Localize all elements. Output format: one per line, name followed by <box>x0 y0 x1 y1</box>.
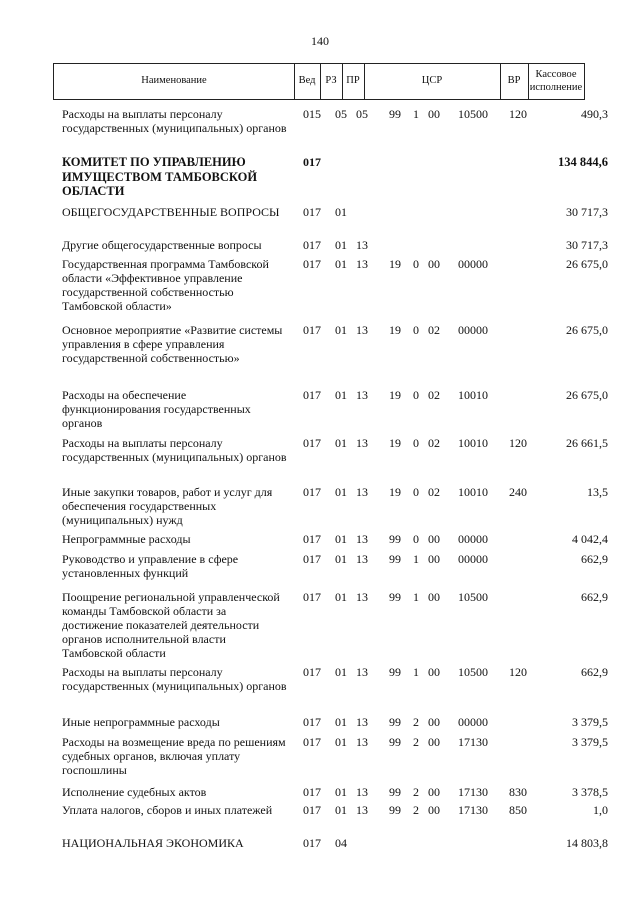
row-name: Расходы на выплаты персоналу государственных (муниципальных) органов <box>62 665 287 693</box>
row-ved: 017 <box>303 803 321 817</box>
row-name: Расходы на выплаты персоналу государственных (муниципальных) органов <box>62 436 287 464</box>
row-c3: 00 <box>428 735 440 749</box>
row-c3: 00 <box>428 785 440 799</box>
row-rz: 01 <box>335 785 347 799</box>
row-amount: 30 717,3 <box>566 238 608 252</box>
row-name: НАЦИОНАЛЬНАЯ ЭКОНОМИКА <box>62 836 244 850</box>
row-pr: 13 <box>356 257 368 271</box>
row-rz: 01 <box>335 485 347 499</box>
row-name: Исполнение судебных актов <box>62 785 207 799</box>
row-ved: 017 <box>303 735 321 749</box>
row-ved: 017 <box>303 388 321 402</box>
row-name: Основное мероприятие «Развитие системы управления в сфере управления государственной собственностью» <box>62 323 283 365</box>
row-c1: 99 <box>389 785 401 799</box>
row-amount: 1,0 <box>593 803 608 817</box>
row-ved: 017 <box>303 155 321 169</box>
row-c3: 00 <box>428 665 440 679</box>
row-amount: 490,3 <box>581 107 608 121</box>
row-c4: 17130 <box>458 803 488 817</box>
page-number: 140 <box>311 34 329 48</box>
row-c1: 99 <box>389 735 401 749</box>
row-ved: 017 <box>303 836 321 850</box>
row-pr: 13 <box>356 803 368 817</box>
row-ved: 017 <box>303 552 321 566</box>
row-amount: 26 675,0 <box>566 323 608 337</box>
row-c4: 10500 <box>458 107 488 121</box>
row-rz: 01 <box>335 715 347 729</box>
row-name: Иные закупки товаров, работ и услуг для обеспечения государственных (муниципальных) нужд <box>62 485 273 527</box>
row-c3: 00 <box>428 532 440 546</box>
row-c2: 2 <box>413 735 419 749</box>
row-c1: 99 <box>389 107 401 121</box>
row-ved: 017 <box>303 238 321 252</box>
row-name: Расходы на обеспечение функционирования государственных органов <box>62 388 251 430</box>
row-c4: 10010 <box>458 388 488 402</box>
row-rz: 01 <box>335 257 347 271</box>
row-amount: 134 844,6 <box>558 155 608 169</box>
row-pr: 13 <box>356 735 368 749</box>
row-c1: 19 <box>389 323 401 337</box>
row-pr: 13 <box>356 665 368 679</box>
row-rz: 01 <box>335 552 347 566</box>
row-ved: 017 <box>303 785 321 799</box>
row-name: Другие общегосударственные вопросы <box>62 238 262 252</box>
row-rz: 04 <box>335 836 347 850</box>
row-c3: 00 <box>428 107 440 121</box>
row-c3: 02 <box>428 323 440 337</box>
row-c3: 00 <box>428 590 440 604</box>
row-c3: 02 <box>428 436 440 450</box>
row-c2: 1 <box>413 665 419 679</box>
row-c2: 0 <box>413 257 419 271</box>
row-c3: 02 <box>428 485 440 499</box>
row-amount: 26 661,5 <box>566 436 608 450</box>
row-c2: 0 <box>413 388 419 402</box>
row-pr: 13 <box>356 323 368 337</box>
row-amount: 26 675,0 <box>566 388 608 402</box>
row-ved: 017 <box>303 205 321 219</box>
row-c4: 17130 <box>458 785 488 799</box>
row-pr: 13 <box>356 485 368 499</box>
row-c4: 17130 <box>458 735 488 749</box>
row-name: Государственная программа Тамбовской области «Эффективное управление государственной собственностью Тамбовской области» <box>62 257 269 313</box>
row-vr: 120 <box>509 665 527 679</box>
row-amount: 26 675,0 <box>566 257 608 271</box>
row-c2: 2 <box>413 715 419 729</box>
row-vr: 830 <box>509 785 527 799</box>
row-c2: 2 <box>413 803 419 817</box>
row-c3: 02 <box>428 388 440 402</box>
row-ved: 017 <box>303 485 321 499</box>
row-amount: 13,5 <box>587 485 608 499</box>
row-rz: 01 <box>335 590 347 604</box>
row-pr: 13 <box>356 715 368 729</box>
row-pr: 13 <box>356 532 368 546</box>
row-name: Непрограммные расходы <box>62 532 191 546</box>
row-c2: 0 <box>413 485 419 499</box>
row-amount: 30 717,3 <box>566 205 608 219</box>
row-c4: 00000 <box>458 323 488 337</box>
row-ved: 017 <box>303 257 321 271</box>
row-c3: 00 <box>428 552 440 566</box>
row-amount: 662,9 <box>581 590 608 604</box>
header-pr: ПР <box>346 75 360 87</box>
row-rz: 01 <box>335 735 347 749</box>
header-rz: РЗ <box>325 75 337 87</box>
header-name: Наименование <box>141 75 207 87</box>
row-rz: 01 <box>335 803 347 817</box>
row-pr: 05 <box>356 107 368 121</box>
row-c4: 00000 <box>458 715 488 729</box>
row-c4: 10500 <box>458 590 488 604</box>
header-ved: Вед <box>298 75 316 87</box>
row-c4: 10010 <box>458 436 488 450</box>
row-c1: 19 <box>389 436 401 450</box>
row-rz: 01 <box>335 388 347 402</box>
header-csr: ЦСР <box>421 75 443 87</box>
row-ved: 017 <box>303 532 321 546</box>
row-ved: 017 <box>303 323 321 337</box>
row-name: Уплата налогов, сборов и иных платежей <box>62 803 273 817</box>
row-ved: 017 <box>303 665 321 679</box>
row-amount: 3 379,5 <box>572 735 608 749</box>
row-vr: 120 <box>509 436 527 450</box>
row-pr: 13 <box>356 590 368 604</box>
row-c1: 99 <box>389 803 401 817</box>
row-c1: 99 <box>389 590 401 604</box>
row-c1: 19 <box>389 257 401 271</box>
row-rz: 05 <box>335 107 347 121</box>
row-amount: 4 042,4 <box>572 532 608 546</box>
row-c4: 00000 <box>458 257 488 271</box>
row-c3: 00 <box>428 257 440 271</box>
row-rz: 01 <box>335 532 347 546</box>
row-name: Руководство и управление в сфере установленных функций <box>62 552 239 580</box>
row-name: Поощрение региональной управленческой команды Тамбовской области за достижение показателей деятельности органов исполнительной власти Тамбовской области <box>62 590 280 660</box>
row-name: Расходы на возмещение вреда по решениям судебных органов, включая уплату госпошлины <box>62 735 286 777</box>
row-vr: 120 <box>509 107 527 121</box>
row-c2: 1 <box>413 590 419 604</box>
row-c2: 0 <box>413 532 419 546</box>
row-c4: 10010 <box>458 485 488 499</box>
row-c1: 99 <box>389 552 401 566</box>
row-amount: 3 379,5 <box>572 715 608 729</box>
row-amount: 662,9 <box>581 665 608 679</box>
row-name: ОБЩЕГОСУДАРСТВЕННЫЕ ВОПРОСЫ <box>62 205 280 219</box>
row-c3: 00 <box>428 803 440 817</box>
row-c2: 1 <box>413 552 419 566</box>
row-amount: 662,9 <box>581 552 608 566</box>
row-c4: 00000 <box>458 532 488 546</box>
row-c4: 00000 <box>458 552 488 566</box>
row-ved: 017 <box>303 590 321 604</box>
row-c2: 0 <box>413 436 419 450</box>
row-c2: 2 <box>413 785 419 799</box>
row-c1: 19 <box>389 485 401 499</box>
row-amount: 3 378,5 <box>572 785 608 799</box>
row-pr: 13 <box>356 388 368 402</box>
header-exec: Кассовое исполнение <box>529 69 583 93</box>
header-vr: ВР <box>507 75 521 87</box>
row-pr: 13 <box>356 238 368 252</box>
row-vr: 850 <box>509 803 527 817</box>
row-ved: 017 <box>303 715 321 729</box>
row-ved: 015 <box>303 107 321 121</box>
row-rz: 01 <box>335 665 347 679</box>
row-name: Иные непрограммные расходы <box>62 715 220 729</box>
row-vr: 240 <box>509 485 527 499</box>
row-ved: 017 <box>303 436 321 450</box>
row-pr: 13 <box>356 785 368 799</box>
row-c1: 99 <box>389 532 401 546</box>
row-name: КОМИТЕТ ПО УПРАВЛЕНИЮ ИМУЩЕСТВОМ ТАМБОВСКОЙ ОБЛАСТИ <box>62 155 258 198</box>
row-rz: 01 <box>335 323 347 337</box>
row-amount: 14 803,8 <box>566 836 608 850</box>
row-rz: 01 <box>335 205 347 219</box>
row-rz: 01 <box>335 436 347 450</box>
row-name: Расходы на выплаты персоналу государственных (муниципальных) органов <box>62 107 287 135</box>
row-c4: 10500 <box>458 665 488 679</box>
row-c2: 0 <box>413 323 419 337</box>
row-c2: 1 <box>413 107 419 121</box>
row-c1: 99 <box>389 665 401 679</box>
row-c3: 00 <box>428 715 440 729</box>
row-rz: 01 <box>335 238 347 252</box>
row-c1: 19 <box>389 388 401 402</box>
row-pr: 13 <box>356 436 368 450</box>
row-c1: 99 <box>389 715 401 729</box>
row-pr: 13 <box>356 552 368 566</box>
